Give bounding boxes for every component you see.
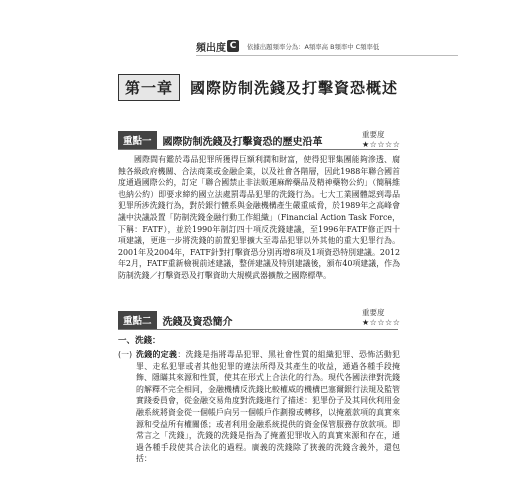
importance-rating-2 [362, 307, 400, 327]
section-title: 洗錢及資恐簡介 [162, 316, 233, 328]
frequency-label: 頻出度 [196, 42, 226, 54]
star-rating-icon: ★☆☆☆☆ [362, 140, 401, 149]
chapter-title: 國際防制洗錢及打擊資恐概述 [190, 78, 399, 97]
definition-term: 洗錢的定義 [136, 350, 178, 359]
importance-rating-1 [362, 129, 400, 149]
section-tag: 重點二 [118, 311, 157, 329]
list-item-number: (一) [118, 350, 133, 359]
section-divider [118, 149, 398, 150]
chapter-number: 第一章 [118, 74, 180, 101]
list-item-body [136, 349, 400, 465]
frequency-header [196, 38, 379, 54]
definition-text: ：洗錢是指將毒品犯罪、黑社會性質的組織犯罪、恐怖活動犯罪、走私犯罪或者其他犯罪的違法所得及其產生的收益，通過各種手段掩飾、隱瞞其來源和性質，使其在形式上合法化的行為。現代各國法律對洗錢的解釋不完全相同，金融機構反洗錢比較權威的機構巴塞爾銀行法規及監管實踐委員會，從金融交易角度對洗錢進行了描述：犯罪份子及其同伙利用金融系統將資金從一個帳戶向另一個帳戶作劃撥或轉移，以掩蓋款項的真實來源和受益所有權關係；或者利用金融系統提供的資金保管服務存放款項。即常言之「洗錢」，洗錢的洗錢是指為了掩蓋犯罪收入的真實來源和存在，通過各種手段使其合法化的過程。廣義的洗錢除了狹義的洗錢含義外，還包括： [136, 350, 400, 464]
section-header-2 [118, 311, 401, 329]
header-divider [196, 55, 458, 56]
list-item [118, 349, 400, 465]
chapter-heading [118, 74, 398, 100]
importance-label: 重要度 [362, 308, 385, 317]
section-tag: 重點一 [118, 131, 157, 149]
section-header-1 [118, 131, 401, 149]
star-rating-icon: ★☆☆☆☆ [362, 318, 401, 327]
subsection-heading: 一、洗錢： [118, 336, 161, 346]
section-title: 國際防制洗錢及打擊資恐的歷史沿革 [162, 136, 323, 148]
section-1-paragraph: 國際間有鑑於毒品犯罪所獲得巨額利潤和財富，使得犯罪集團能夠滲透、腐蝕各級政府機關、合法商業或金融企業，以及社會各階層，因此1988年聯合國首度通過國際公約，訂定「聯合國禁止非法販運麻醉藥品及精神藥物公約」（簡稱維也納公約）即要求締約國立法處罰毒品犯罪的洗錢行為。七大工業國體認到毒品犯罪所涉洗錢行為，對於銀行體系與金融機構產生嚴重威脅，於1989年之高峰會議中決議設置「防制洗錢金融行動工作組織」（Financial Action Task Force，下稱：FATF），並於1990年制訂四十項反洗錢建議，至1996年FATF修正四十項建議，更進一步將洗錢的前置犯罪擴大至毒品犯罪以外其他的重大犯罪行為。2001年及2004年，FATF針對打擊資恐分別再增8項及1項資恐特別建議。2012年2月，FATF重新檢視前述建議，整併建議及特別建議後，頒布40項建議，作為防制洗錢／打擊資恐及打擊資助大規模武器擴散之國際標準。 [118, 155, 400, 280]
frequency-legend: 依據出題頻率分為：A頻率高 B頻率中 C頻率低 [247, 42, 380, 51]
frequency-badge: C [227, 40, 239, 52]
importance-label: 重要度 [362, 130, 385, 139]
section-divider [118, 329, 398, 330]
